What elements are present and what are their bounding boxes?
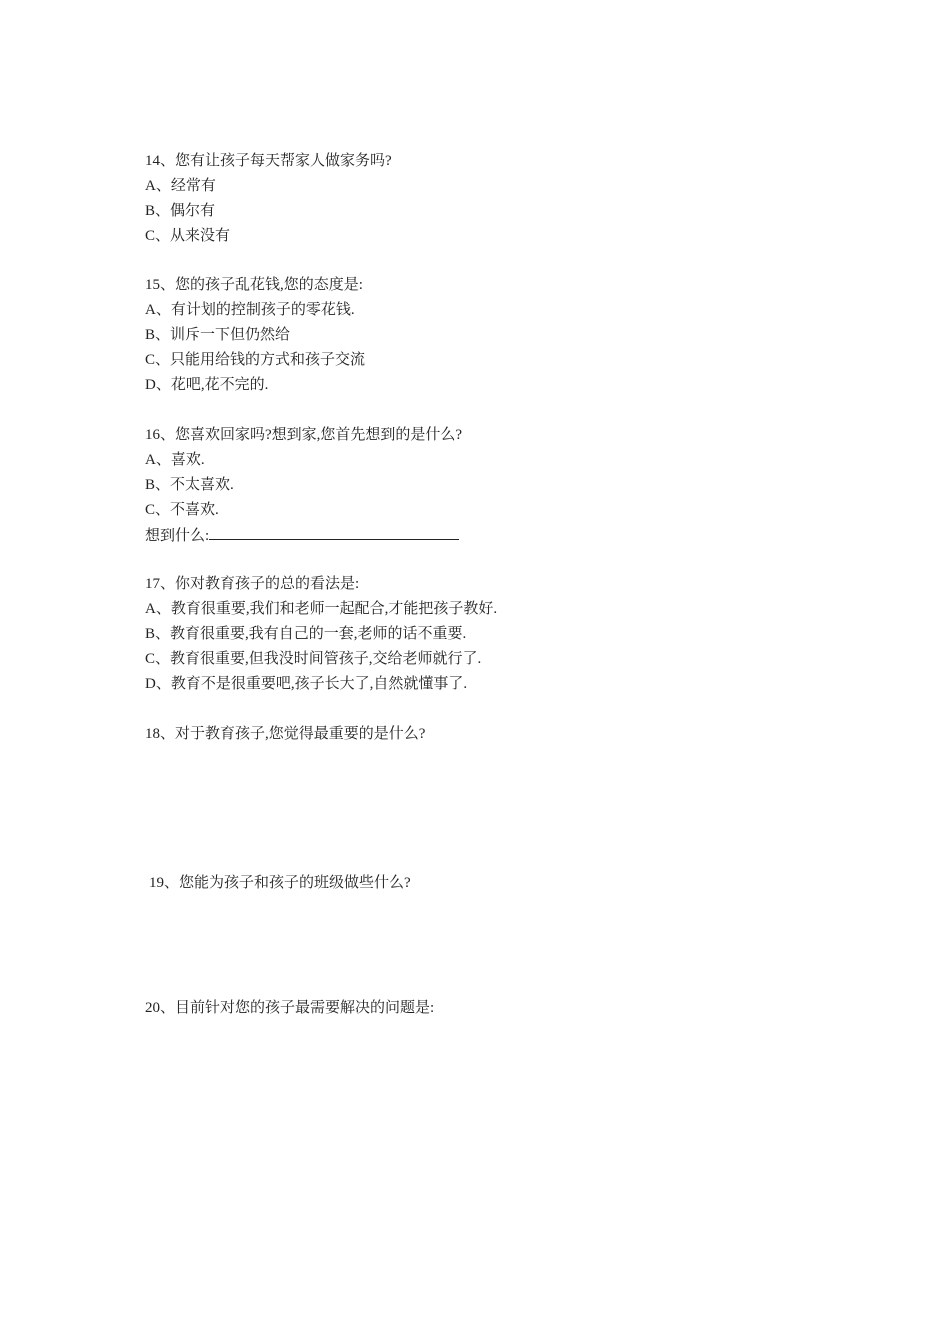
question-title: 19、您能为孩子和孩子的班级做些什么? [149, 875, 411, 891]
question-title: 14、您有让孩子每天帮家人做家务吗? [145, 153, 392, 169]
option-d: D、教育不是很重要吧,孩子长大了,自然就懂事了. [145, 676, 468, 692]
question-15 [145, 273, 365, 398]
option-a: A、经常有 [145, 178, 216, 194]
option-c: C、从来没有 [145, 228, 231, 244]
option-c: C、教育很重要,但我没时间管孩子,交给老师就行了. [145, 651, 482, 667]
option-a: A、有计划的控制孩子的零花钱. [145, 302, 355, 318]
question-title: 18、对于教育孩子,您觉得最重要的是什么? [145, 726, 426, 742]
option-c: C、不喜欢. [145, 502, 219, 518]
option-d: D、花吧,花不完的. [145, 377, 269, 393]
option-a: A、教育很重要,我们和老师一起配合,才能把孩子教好. [145, 601, 498, 617]
question-16 [145, 423, 462, 548]
question-title: 15、您的孩子乱花钱,您的态度是: [145, 277, 363, 293]
question-title: 16、您喜欢回家吗?想到家,您首先想到的是什么? [145, 427, 463, 443]
question-17 [145, 572, 497, 697]
question-14 [145, 149, 392, 249]
option-b: B、不太喜欢. [145, 477, 234, 493]
question-title: 20、目前针对您的孩子最需要解决的问题是: [145, 1000, 435, 1016]
option-b: B、教育很重要,我有自己的一套,老师的话不重要. [145, 626, 467, 642]
option-c: C、只能用给钱的方式和孩子交流 [145, 352, 366, 368]
fill-in-blank[interactable] [209, 523, 459, 540]
option-b: B、训斥一下但仍然给 [145, 327, 291, 343]
fill-in-label: 想到什么: [145, 528, 210, 544]
fill-in-row [145, 523, 462, 548]
question-20 [145, 996, 434, 1021]
option-a: A、喜欢. [145, 452, 205, 468]
question-18 [145, 722, 425, 747]
option-b: B、偶尔有 [145, 203, 216, 219]
question-title: 17、你对教育孩子的总的看法是: [145, 576, 360, 592]
question-19 [149, 871, 411, 896]
